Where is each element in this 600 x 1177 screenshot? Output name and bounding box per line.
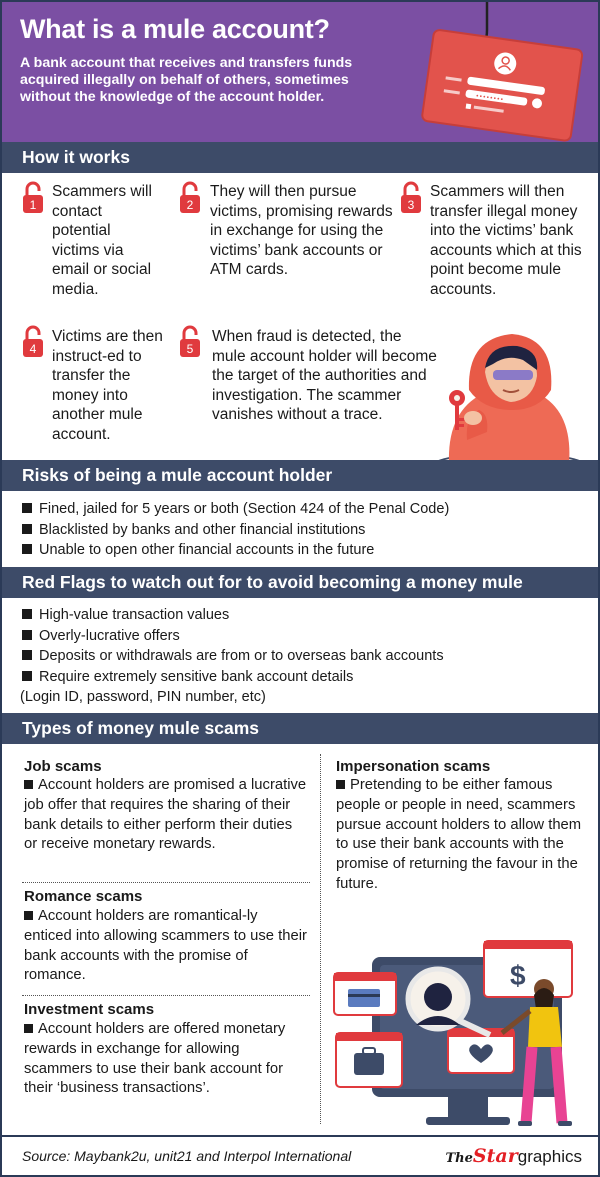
list-item: Fined, jailed for 5 years or both (Section 424 of the Penal Code) [22, 499, 449, 520]
monitor-scam-illustration [330, 937, 592, 1132]
svg-text:5: 5 [186, 342, 194, 356]
separator [22, 882, 310, 883]
bullet-square-icon [22, 609, 32, 619]
job-scams-body: Account holders are promised a lucrative job offer that requires the sharing of their bank details to either perform their duties or receive monetary rewards. [24, 777, 307, 853]
bullet-square-icon [22, 544, 32, 554]
red-flags-list [22, 605, 444, 708]
bullet-square-icon [22, 524, 32, 534]
svg-text:1: 1 [29, 198, 37, 212]
step-1-text: Scammers will contact potential victims via email or social media. [52, 183, 152, 298]
source-note: Source: Maybank2u, unit21 and Interpol International [22, 1148, 352, 1164]
bullet-square-icon [24, 780, 33, 789]
bullet-square-icon [22, 650, 32, 660]
svg-text:$: $ [510, 960, 526, 991]
red-flags-note: (Login ID, password, PIN number, etc) [20, 689, 266, 705]
bullet-square-icon [22, 630, 32, 640]
page-title: What is a mule account? [20, 14, 330, 44]
list-item: High-value transaction values [22, 605, 444, 626]
romance-scams-title: Romance scams [24, 888, 143, 905]
padlock-open-icon [400, 180, 422, 214]
risks-heading: Risks of being a mule account holder [2, 460, 598, 491]
hacker-illustration [427, 320, 592, 480]
bullet-square-icon [24, 911, 33, 920]
padlock-open-icon [179, 180, 201, 214]
list-item: Require extremely sensitive bank account details [22, 667, 444, 688]
column-divider [320, 754, 321, 1124]
bullet-square-icon [22, 503, 32, 513]
step-4-text: Victims are then instruct-ed to transfer the money into another mule account. [52, 328, 163, 443]
svg-text:2: 2 [186, 198, 194, 212]
svg-text:••••••••: •••••••• [474, 92, 504, 104]
red-flags-heading: Red Flags to watch out for to avoid becoming a money mule [2, 567, 598, 598]
login-card-hook-icon [397, 2, 597, 142]
list-item: Blacklisted by banks and other financial institutions [22, 520, 449, 541]
step-5-text: When fraud is detected, the mule account holder will become the target of the authorities and investigation. The scammer vanishes without a trace. [212, 328, 437, 423]
investment-scams-body: Account holders are offered monetary rewards in exchange for allowing scammers to use their bank account for their ‘business transactions’. [24, 1021, 286, 1097]
risks-list [22, 499, 449, 561]
separator [22, 995, 310, 996]
how-it-works-heading: How it works [2, 142, 598, 173]
list-item: Unable to open other financial accounts in the future [22, 540, 449, 561]
bullet-square-icon [22, 671, 32, 681]
step-3-text: Scammers will then transfer illegal money into the victims’ bank accounts which at this point become mule accounts. [430, 183, 582, 298]
romance-scams-body: Account holders are romantical-ly enticed into allowing scammers to use their bank accounts with the promise of romance. [24, 908, 307, 984]
step-2-text: They will then pursue victims, promising rewards in exchange for using the victims’ bank accounts or ATM cards. [210, 183, 393, 278]
types-heading: Types of money mule scams [2, 713, 598, 744]
investment-scams-title: Investment scams [24, 1001, 155, 1018]
svg-text:4: 4 [29, 342, 37, 356]
list-item: Overly-lucrative offers [22, 626, 444, 647]
list-item: Deposits or withdrawals are from or to overseas bank accounts [22, 646, 444, 667]
impersonation-scams-title: Impersonation scams [336, 758, 491, 775]
padlock-open-icon [22, 180, 44, 214]
page-subtitle: A bank account that receives and transfers funds acquired illegally on behalf of others, sometimes without the knowledge of the account holder. [20, 55, 353, 105]
bullet-square-icon [336, 780, 345, 789]
impersonation-scams-body: Pretending to be either famous people or people in need, scammers pursue account holders to allow them to use their bank accounts with the promise of returning the favour in the future. [336, 777, 582, 892]
padlock-open-icon [179, 324, 201, 358]
job-scams-title: Job scams [24, 758, 102, 775]
header-banner [2, 2, 598, 142]
svg-text:3: 3 [407, 198, 415, 212]
brand-logo: TheStargraphics [445, 1145, 582, 1167]
footer [2, 1135, 598, 1175]
bullet-square-icon [24, 1024, 33, 1033]
padlock-open-icon [22, 324, 44, 358]
